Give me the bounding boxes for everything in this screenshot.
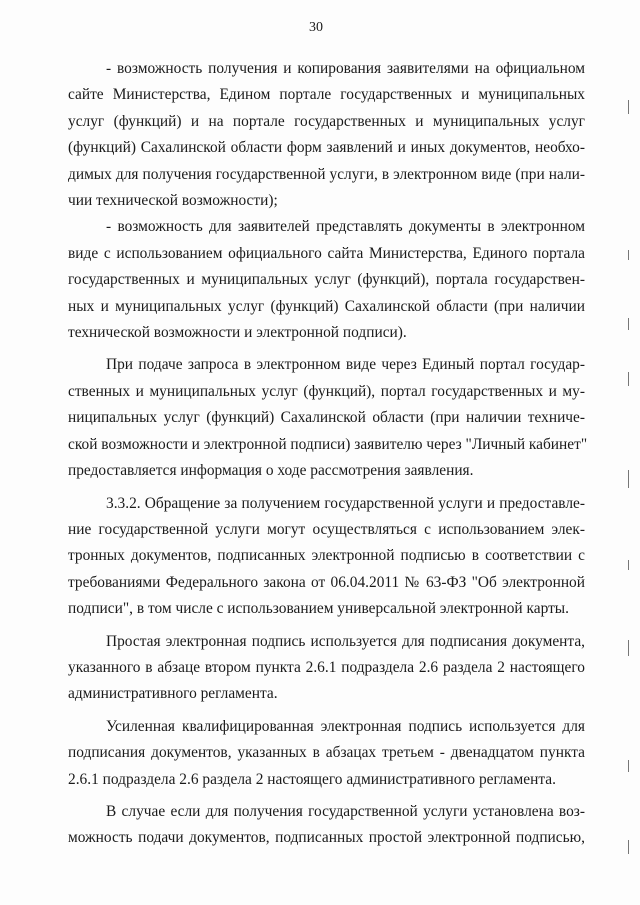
text-line: ние государственной услуги могут осуществляться с использованием элек- [68, 520, 585, 538]
text-line: указанного в абзаце втором пункта 2.6.1 подраздела 2.6 раздела 2 настоящего [68, 658, 585, 676]
text-line: димых для получения государственной услуги, в электронном виде (при нали- [68, 165, 585, 183]
text-line: Усиленная квалифицированная электронная подпись используется для [106, 717, 585, 735]
text-line: сайте Министерства, Едином портале государственных и муниципальных [68, 86, 585, 104]
text-line: виде с использованием официального сайта Министерства, Единого портала [68, 244, 585, 262]
paragraph-3-3-2 [68, 491, 585, 623]
text-line: услуг (функций) и на портале государственных и муниципальных услуг [68, 112, 585, 130]
text-line: подписания документов, указанных в абзацах третьем - двенадцатом пункта [68, 744, 585, 762]
paragraph-copy-forms [68, 56, 585, 214]
text-line: административного регламента. [68, 685, 278, 703]
paragraph-personal-cabinet [68, 352, 588, 484]
document-body [68, 56, 588, 852]
paragraph-qualified-signature [68, 714, 585, 793]
text-line: чии технической возможности); [68, 192, 278, 210]
text-line: подписи", в том числе с использованием универсальной электронной карты. [68, 600, 569, 618]
text-line: ственных и муниципальных услуг (функций), портал государственных и му- [68, 382, 585, 400]
text-line: В случае если для получения государственной услуги установлена воз- [106, 802, 585, 820]
text-line: - возможность получения и копирования заявителями на официальном [106, 60, 585, 77]
text-line: (функций) Сахалинской области форм заявлений и иных документов, необхо- [68, 139, 585, 157]
text-line: государственных и муниципальных услуг (функций), портала государствен- [68, 271, 585, 289]
text-line: При подаче запроса в электронном виде через Единый портал государ- [106, 356, 585, 374]
paragraph-simple-signature [68, 629, 585, 708]
text-line: - возможность для заявителей представлять документы в электронном [106, 218, 585, 236]
page-number: 30 [309, 20, 323, 35]
text-line: тронных документов, подписанных электронной подписью в соответствии с [68, 547, 585, 565]
text-line: 2.6.1 подраздела 2.6 раздела 2 настоящего административного регламента. [68, 770, 556, 788]
text-line: требованиями Федерального закона от 06.04.2011 № 63-ФЗ "Об электронной [68, 573, 585, 591]
text-line: ниципальных услуг (функций) Сахалинской области (при наличии техниче- [68, 409, 585, 427]
text-line: можность подачи документов, подписанных простой электронной подписью, [68, 829, 585, 847]
text-line: технической возможности и электронной подписи). [68, 324, 407, 342]
scan-edge-marks [628, 0, 632, 905]
text-line: 3.3.2. Обращение за получением государственной услуги и предоставле- [106, 494, 585, 512]
paragraph-case-simple-signature [68, 799, 585, 852]
paragraph-submit-electronic [68, 214, 585, 346]
text-line: ных и муниципальных услуг (функций) Сахалинской области (при наличии [68, 297, 585, 315]
text-line: предоставляется информация о ходе рассмотрения заявления. [68, 462, 474, 480]
text-line: ской возможности и электронной подписи) заявителю через "Личный кабинет" [68, 435, 588, 453]
text-line: Простая электронная подпись используется для подписания документа, [106, 632, 585, 650]
